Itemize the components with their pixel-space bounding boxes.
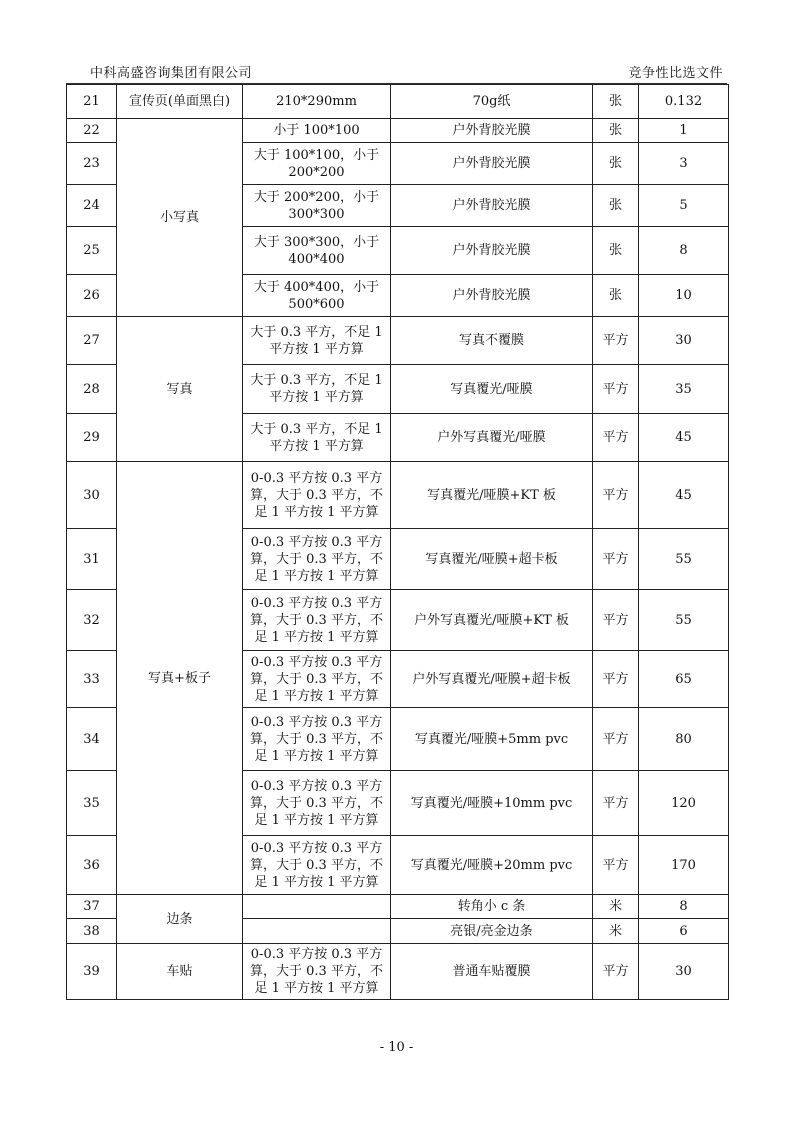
cell-material: 写真覆光/哑膜+KT 板 — [391, 462, 593, 529]
cell-spec: 0-0.3 平方按 0.3 平方算，大于 0.3 平方，不足 1 平方按 1 平方算 — [243, 944, 391, 1000]
cell-spec: 0-0.3 平方按 0.3 平方算，大于 0.3 平方，不足 1 平方按 1 平方算 — [243, 590, 391, 651]
cell-price: 1 — [639, 119, 729, 143]
cell-material: 户外背胶光膜 — [391, 275, 593, 317]
cell-price: 45 — [639, 462, 729, 529]
cell-spec: 210*290mm — [243, 85, 391, 119]
cell-unit: 平方 — [593, 651, 639, 708]
table-row — [67, 895, 729, 919]
cell-material: 写真覆光/哑膜 — [391, 365, 593, 414]
cell-spec: 0-0.3 平方按 0.3 平方算，大于 0.3 平方，不足 1 平方按 1 平方算 — [243, 836, 391, 895]
cell-price: 65 — [639, 651, 729, 708]
cell-unit: 平方 — [593, 836, 639, 895]
cell-spec: 0-0.3 平方按 0.3 平方算，大于 0.3 平方，不足 1 平方按 1 平方算 — [243, 771, 391, 836]
cell-spec: 0-0.3 平方按 0.3 平方算，大于 0.3 平方，不足 1 平方按 1 平方算 — [243, 462, 391, 529]
table-row — [67, 944, 729, 1000]
cell-unit: 平方 — [593, 462, 639, 529]
cell-price: 8 — [639, 895, 729, 919]
cell-name: 小写真 — [117, 119, 243, 317]
cell-no: 23 — [67, 143, 117, 185]
header-company: 中科高盛咨询集团有限公司 — [90, 66, 253, 81]
cell-name: 车贴 — [117, 944, 243, 1000]
cell-material: 写真覆光/哑膜+5mm pvc — [391, 708, 593, 771]
cell-material: 写真覆光/哑膜+超卡板 — [391, 529, 593, 590]
cell-price: 45 — [639, 414, 729, 462]
cell-unit: 平方 — [593, 414, 639, 462]
cell-no: 21 — [67, 85, 117, 119]
cell-price: 80 — [639, 708, 729, 771]
cell-unit: 张 — [593, 227, 639, 275]
cell-no: 34 — [67, 708, 117, 771]
table-row — [67, 462, 729, 529]
cell-material: 户外背胶光膜 — [391, 143, 593, 185]
cell-no: 29 — [67, 414, 117, 462]
cell-no: 37 — [67, 895, 117, 919]
cell-price: 5 — [639, 185, 729, 227]
cell-spec: 大于 400*400，小于 500*600 — [243, 275, 391, 317]
cell-price: 6 — [639, 919, 729, 944]
cell-price: 8 — [639, 227, 729, 275]
cell-price: 120 — [639, 771, 729, 836]
cell-material: 户外写真覆光/哑膜+超卡板 — [391, 651, 593, 708]
cell-spec: 小于 100*100 — [243, 119, 391, 143]
cell-name: 边条 — [117, 895, 243, 944]
cell-unit: 米 — [593, 895, 639, 919]
cell-unit: 张 — [593, 275, 639, 317]
cell-spec: 大于 300*300，小于 400*400 — [243, 227, 391, 275]
cell-name: 宣传页(单面黑白) — [117, 85, 243, 119]
cell-material: 转角小 c 条 — [391, 895, 593, 919]
cell-unit: 平方 — [593, 317, 639, 365]
cell-unit: 平方 — [593, 365, 639, 414]
table-row — [67, 119, 729, 143]
cell-unit: 平方 — [593, 708, 639, 771]
cell-no: 33 — [67, 651, 117, 708]
cell-price: 55 — [639, 590, 729, 651]
cell-no: 32 — [67, 590, 117, 651]
cell-unit: 平方 — [593, 529, 639, 590]
cell-price: 35 — [639, 365, 729, 414]
cell-price: 0.132 — [639, 85, 729, 119]
cell-price: 170 — [639, 836, 729, 895]
cell-spec — [243, 919, 391, 944]
cell-unit: 米 — [593, 919, 639, 944]
cell-name: 写真+板子 — [117, 462, 243, 895]
cell-unit: 平方 — [593, 771, 639, 836]
price-table — [66, 84, 729, 1000]
cell-spec: 大于 0.3 平方，不足 1 平方按 1 平方算 — [243, 365, 391, 414]
cell-material: 写真覆光/哑膜+20mm pvc — [391, 836, 593, 895]
cell-spec: 大于 0.3 平方，不足 1 平方按 1 平方算 — [243, 317, 391, 365]
cell-material: 户外背胶光膜 — [391, 119, 593, 143]
cell-name: 写真 — [117, 317, 243, 462]
header-doc-title: 竞争性比选文件 — [628, 66, 723, 81]
cell-no: 38 — [67, 919, 117, 944]
cell-no: 26 — [67, 275, 117, 317]
cell-spec: 0-0.3 平方按 0.3 平方算，大于 0.3 平方，不足 1 平方按 1 平方算 — [243, 529, 391, 590]
cell-spec: 大于 100*100，小于 200*200 — [243, 143, 391, 185]
cell-price: 3 — [639, 143, 729, 185]
cell-material: 亮银/亮金边条 — [391, 919, 593, 944]
cell-spec — [243, 895, 391, 919]
cell-price: 55 — [639, 529, 729, 590]
cell-unit: 张 — [593, 119, 639, 143]
cell-material: 70g纸 — [391, 85, 593, 119]
cell-no: 31 — [67, 529, 117, 590]
page-number: - 10 - — [379, 1040, 414, 1055]
cell-no: 22 — [67, 119, 117, 143]
cell-no: 30 — [67, 462, 117, 529]
cell-price: 30 — [639, 944, 729, 1000]
cell-material: 户外写真覆光/哑膜 — [391, 414, 593, 462]
cell-material: 普通车贴覆膜 — [391, 944, 593, 1000]
cell-spec: 0-0.3 平方按 0.3 平方算，大于 0.3 平方，不足 1 平方按 1 平方算 — [243, 651, 391, 708]
cell-unit: 张 — [593, 143, 639, 185]
cell-no: 27 — [67, 317, 117, 365]
cell-spec: 0-0.3 平方按 0.3 平方算，大于 0.3 平方，不足 1 平方按 1 平方算 — [243, 708, 391, 771]
cell-material: 户外背胶光膜 — [391, 227, 593, 275]
cell-unit: 平方 — [593, 590, 639, 651]
cell-price: 30 — [639, 317, 729, 365]
cell-no: 24 — [67, 185, 117, 227]
cell-material: 户外背胶光膜 — [391, 185, 593, 227]
cell-material: 写真覆光/哑膜+10mm pvc — [391, 771, 593, 836]
table-row — [67, 317, 729, 365]
cell-price: 10 — [639, 275, 729, 317]
cell-no: 39 — [67, 944, 117, 1000]
cell-unit: 张 — [593, 85, 639, 119]
cell-material: 户外写真覆光/哑膜+KT 板 — [391, 590, 593, 651]
cell-unit: 张 — [593, 185, 639, 227]
cell-no: 36 — [67, 836, 117, 895]
cell-unit: 平方 — [593, 944, 639, 1000]
table-row — [67, 85, 729, 119]
cell-material: 写真不覆膜 — [391, 317, 593, 365]
cell-spec: 大于 200*200，小于 300*300 — [243, 185, 391, 227]
cell-no: 28 — [67, 365, 117, 414]
cell-no: 35 — [67, 771, 117, 836]
cell-spec: 大于 0.3 平方，不足 1 平方按 1 平方算 — [243, 414, 391, 462]
cell-no: 25 — [67, 227, 117, 275]
